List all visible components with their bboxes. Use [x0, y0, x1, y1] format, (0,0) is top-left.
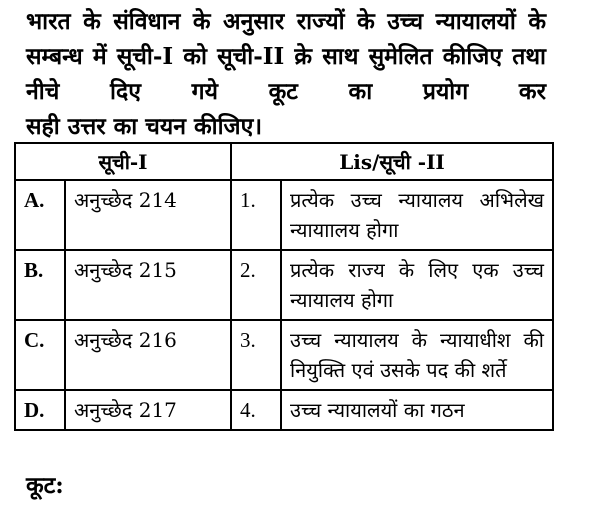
- row-letter: D.: [15, 390, 65, 430]
- row-letter: B.: [15, 250, 65, 320]
- row-number: 4.: [231, 390, 281, 430]
- row-number: 3.: [231, 320, 281, 390]
- row-description: प्रत्येक राज्य के लिए एक उच्च न्यायालय होगा: [281, 250, 553, 320]
- row-article: अनुच्छेद 217: [65, 390, 231, 430]
- row-number: 1.: [231, 180, 281, 250]
- match-table: [14, 142, 554, 431]
- table-row: [15, 180, 553, 250]
- row-description: उच्च न्यायालयों का गठन: [281, 390, 553, 430]
- table-row: [15, 390, 553, 430]
- question-line-4: सही उत्तर का चयन कीजिए।: [26, 113, 263, 140]
- list-1-header: सूची-I: [15, 143, 231, 180]
- question-line-2: न्यायालयों के सम्बन्ध में सूची-I को सूची-II क्रे साथ: [26, 8, 546, 70]
- row-description: उच्च न्यायालय के न्यायाधीश की नियुक्ति एवं उसके पद की शर्ते: [281, 320, 553, 390]
- list-2-header: Lis/सूची -II: [231, 143, 553, 180]
- table-row: [15, 320, 553, 390]
- question-line-3: सुमेलित कीजिए तथा नीचे दिए गये कूट का प्रयोग कर: [26, 43, 546, 105]
- row-description: प्रत्येक उच्च न्यायालय अभिलेख न्यायाालय होगा: [281, 180, 553, 250]
- row-article: अनुच्छेद 215: [65, 250, 231, 320]
- row-article: अनुच्छेद 216: [65, 320, 231, 390]
- row-number: 2.: [231, 250, 281, 320]
- koot-label: कूट:: [26, 472, 64, 499]
- table-row: [15, 250, 553, 320]
- question-line-1: भारत के संविधान के अनुसार राज्यों के उच्च: [26, 8, 424, 35]
- question-text: [26, 4, 546, 144]
- row-article: अनुच्छेद 214: [65, 180, 231, 250]
- row-letter: C.: [15, 320, 65, 390]
- table-header-row: [15, 143, 553, 180]
- row-letter: A.: [15, 180, 65, 250]
